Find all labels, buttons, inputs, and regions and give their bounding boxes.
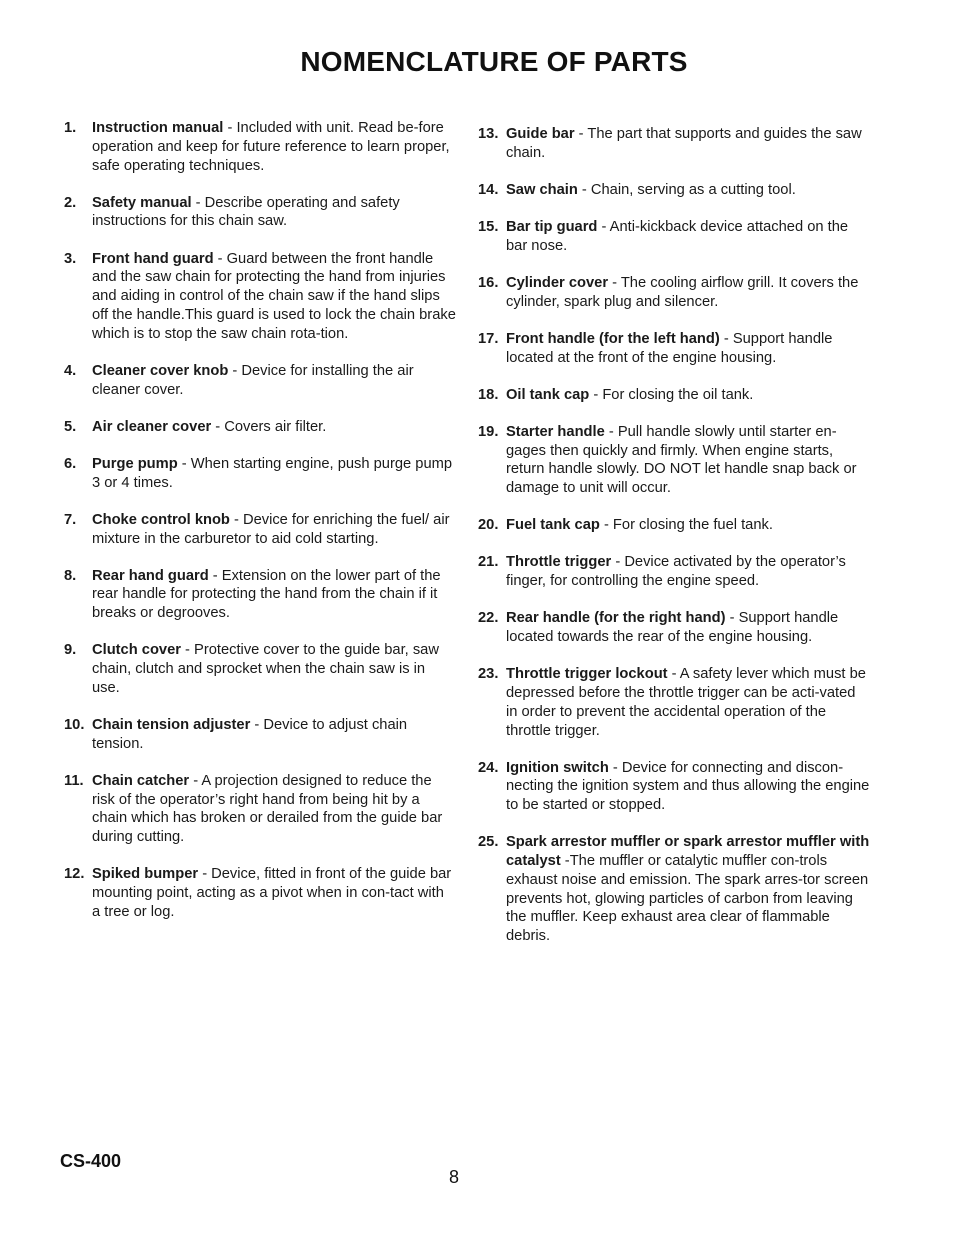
list-item xyxy=(64,119,456,175)
item-number: 17. xyxy=(478,330,499,347)
part-description: - A projection designed to reduce the risk of the operator’s right hand from being hit by a chain which has broken or derailed from the guide bar during cutting. xyxy=(92,772,443,846)
part-name: Fuel tank cap xyxy=(506,517,600,534)
part-name: Oil tank cap xyxy=(506,386,590,403)
part-description: - Guard between the front handle and the saw chain for protecting the hand from injuries and aiding in control of the chain saw if the hand slips off the handle.This guard is used to lock the chain brake which is to stop the saw chain rota-tion. xyxy=(92,250,456,342)
list-item xyxy=(478,218,870,256)
item-number: 25. xyxy=(478,834,499,851)
item-number: 22. xyxy=(478,610,499,627)
item-number: 19. xyxy=(478,423,499,440)
item-number: 12. xyxy=(64,866,85,883)
item-number: 23. xyxy=(478,666,499,683)
part-name: Chain catcher xyxy=(92,772,190,789)
item-number: 21. xyxy=(478,554,499,571)
list-item xyxy=(478,386,870,405)
list-item xyxy=(64,362,456,400)
list-item xyxy=(64,194,456,232)
list-item xyxy=(478,516,870,535)
item-number: 13. xyxy=(478,126,499,142)
part-name: Throttle trigger lockout xyxy=(506,666,668,683)
list-item xyxy=(64,250,456,344)
list-item xyxy=(478,665,870,740)
item-number: 16. xyxy=(478,274,499,291)
parts-list-left-column xyxy=(64,119,456,940)
item-number: 14. xyxy=(478,181,499,198)
item-number: 1. xyxy=(64,120,77,136)
part-name: Bar tip guard xyxy=(506,218,598,235)
list-item xyxy=(64,641,456,697)
part-name: Clutch cover xyxy=(92,642,181,659)
list-item xyxy=(478,274,870,312)
item-number: 8. xyxy=(64,567,77,584)
part-description: - Pull handle slowly until starter en-gages then quickly and firmly. When engine starts, return handle slowly. DO NOT let handle snap back or damage to unit will occur. xyxy=(506,423,857,497)
page-number: 8 xyxy=(449,1167,460,1187)
part-name: Choke control knob xyxy=(92,511,230,528)
list-item xyxy=(64,567,456,623)
part-name: Spark arrestor muffler or spark arrestor muffler with catalyst xyxy=(506,834,870,870)
part-description: - Device for connecting and discon-necting the ignition system and thus allowing the engine to be started or stopped. xyxy=(506,759,870,814)
part-description: - Device to adjust chain tension. xyxy=(92,717,408,752)
item-number: 24. xyxy=(478,759,499,776)
part-name: Spiked bumper xyxy=(92,866,199,883)
list-item xyxy=(64,511,456,549)
part-description: - The part that supports and guides the saw chain. xyxy=(506,126,862,161)
list-item xyxy=(478,833,870,946)
list-item xyxy=(64,716,456,754)
part-description: - Anti-kickback device attached on the bar nose. xyxy=(506,218,849,254)
part-name: Saw chain xyxy=(506,181,578,198)
list-item xyxy=(64,455,456,493)
part-description: - When starting engine, push purge pump 3 or 4 times. xyxy=(92,455,453,491)
part-name: Air cleaner cover xyxy=(92,418,212,435)
list-item xyxy=(478,553,870,591)
part-description: - Device, fitted in front of the guide bar mounting point, acting as a pivot when in con-tact with a tree or log. xyxy=(92,866,452,920)
list-item xyxy=(64,418,456,437)
list-item xyxy=(64,865,456,921)
part-name: Front handle (for the left hand) xyxy=(506,330,720,347)
part-description: - For closing the oil tank. xyxy=(589,386,754,403)
list-item xyxy=(64,772,456,847)
part-name: Rear hand guard xyxy=(92,567,209,584)
part-description: -The muffler or catalytic muffler con-trols exhaust noise and emission. The spark arres-tor screen prevents hot, glowing particles of carbon from leaving the muffler. Keep exhaust area clear of flammable debris. xyxy=(506,853,869,945)
list-item xyxy=(478,181,870,200)
part-name: Starter handle xyxy=(506,423,605,440)
item-number: 6. xyxy=(64,455,77,472)
part-description: - Device activated by the operator’s finger, for controlling the engine speed. xyxy=(506,554,846,590)
part-name: Rear handle (for the right hand) xyxy=(506,610,726,627)
part-description: - Device for enriching the fuel/ air mixture in the carburetor to aid cold starting. xyxy=(92,511,450,547)
part-description: - Chain, serving as a cutting tool. xyxy=(577,181,796,198)
item-number: 18. xyxy=(478,386,499,403)
part-description: - Included with unit. Read be-fore operation and keep for future reference to learn proper, safe operating techniques. xyxy=(92,120,450,174)
part-name: Ignition switch xyxy=(506,759,609,776)
item-number: 15. xyxy=(478,218,499,235)
part-name: Front hand guard xyxy=(92,250,214,267)
list-item xyxy=(478,423,870,498)
item-number: 4. xyxy=(64,362,77,379)
part-name: Throttle trigger xyxy=(506,554,612,571)
part-description: - Support handle located towards the rear of the engine housing. xyxy=(506,610,839,646)
list-item xyxy=(478,330,870,368)
item-number: 20. xyxy=(478,517,499,534)
part-description: - A safety lever which must be depressed before the throttle trigger can be acti-vated in order to prevent the accidental operation of the throttle trigger. xyxy=(506,666,866,739)
item-number: 10. xyxy=(64,717,85,733)
list-item xyxy=(478,759,870,815)
item-number: 11. xyxy=(64,772,84,789)
part-name: Guide bar xyxy=(506,126,575,142)
item-number: 2. xyxy=(64,194,77,211)
parts-list-right-column xyxy=(478,125,870,964)
part-description: - Extension on the lower part of the rear handle for protecting the hand from the chain if it breaks or degrooves. xyxy=(92,567,441,622)
list-item xyxy=(478,125,870,163)
part-name: Safety manual xyxy=(92,194,192,211)
part-description: - Protective cover to the guide bar, saw chain, clutch and sprocket when the chain saw is in use. xyxy=(92,642,439,696)
part-description: - For closing the fuel tank. xyxy=(599,517,773,534)
part-description: - Describe operating and safety instructions for this chain saw. xyxy=(92,194,400,230)
part-name: Chain tension adjuster xyxy=(92,717,251,733)
item-number: 5. xyxy=(64,418,77,435)
part-description: - Covers air filter. xyxy=(211,418,327,435)
part-name: Instruction manual xyxy=(92,120,224,136)
part-description: - The cooling airflow grill. It covers the cylinder, spark plug and silencer. xyxy=(506,274,859,310)
item-number: 3. xyxy=(64,250,77,267)
part-description: - Support handle located at the front of the engine housing. xyxy=(506,330,833,366)
list-item xyxy=(478,609,870,647)
part-name: Purge pump xyxy=(92,455,178,472)
part-description: - Device for installing the air cleaner cover. xyxy=(92,362,414,398)
item-number: 9. xyxy=(64,642,77,659)
item-number: 7. xyxy=(64,511,77,528)
part-name: Cleaner cover knob xyxy=(92,362,229,379)
part-name: Cylinder cover xyxy=(506,274,609,291)
page-title: NOMENCLATURE OF PARTS xyxy=(300,46,688,77)
model-label: CS-400 xyxy=(60,1151,122,1171)
